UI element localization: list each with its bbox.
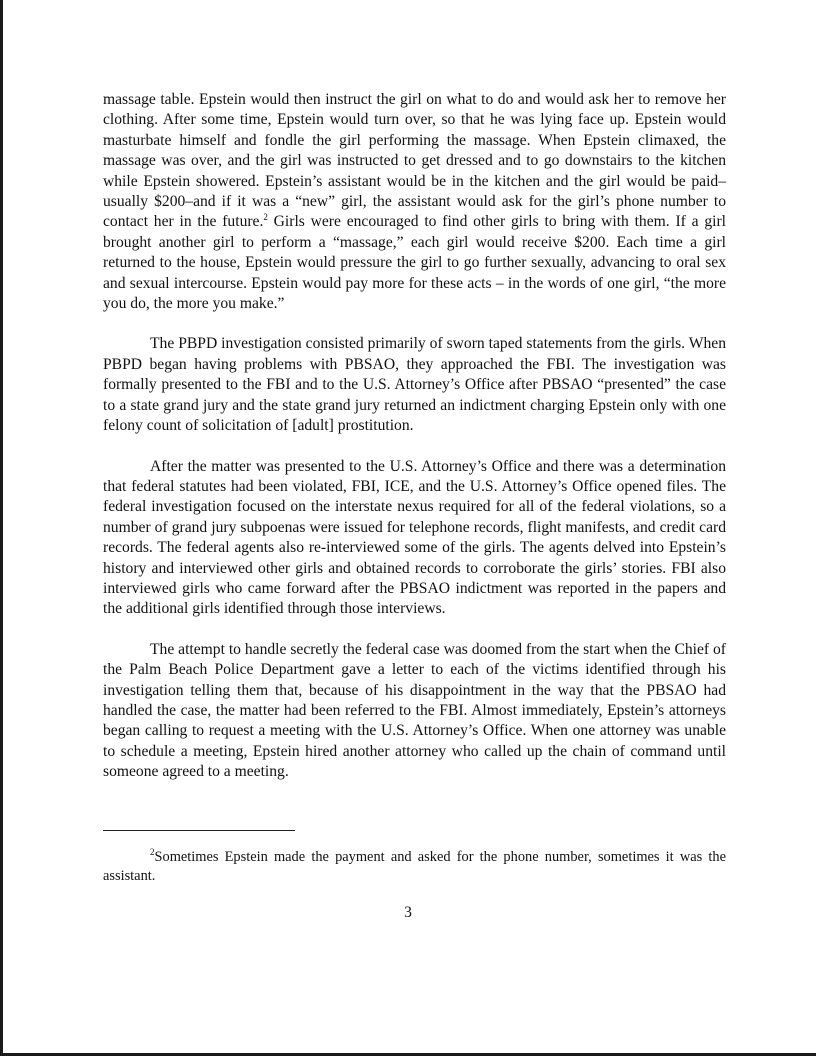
paragraph-4: The attempt to handle secretly the federal case was doomed from the start when the Chief of the Palm Beach Police Department gave a letter to each of the victims identified through his investigation telling them that, because of his disappointment in the way that the PBSAO had handled the case, the matter had been referred to the FBI. Almost immediately, Epstein’s attorneys began calling to request a meeting with the U.S. Attorney’s Office. When one attorney was unable to schedule a meeting, Epstein hired another attorney who called up the chain of command until someone agreed to a meeting. (103, 640, 726, 781)
paragraph-1 (103, 90, 726, 314)
footnote-divider (103, 830, 295, 831)
footnote-text: Sometimes Epstein made the payment and asked for the phone number, sometimes it was the assistant. (103, 849, 726, 884)
scan-edge-left (0, 0, 3, 1056)
footnote (103, 848, 726, 886)
paragraph-2: The PBPD investigation consisted primarily of sworn taped statements from the girls. When PBPD began having problems with PBSAO, they approached the FBI. The investigation was formally presented to the FBI and to the U.S. Attorney’s Office after PBSAO “presented” the case to a state grand jury and the state grand jury returned an indictment charging Epstein only with one felony count of solicitation of [adult] prostitution. (103, 335, 726, 435)
paragraph-1-text: massage table. Epstein would then instruct the girl on what to do and would ask her to remove her clothing. After some time, Epstein would turn over, so that he was lying face up. Epstein would masturbate himself and fondle the girl performing the massage. When Epstein climaxed, the massage was over, and the girl was instructed to get dressed and to go downstairs to the kitchen while Epstein showered. Epstein’s assistant would be in the kitchen and the girl would be paid–usually $200–and if it was a “new” girl, the assistant would ask for the girl’s phone number to contact her in the future. (103, 91, 726, 231)
footnote-marker: 2 (150, 847, 155, 858)
paragraph-1-text-continued: Girls were encouraged to find other girls to bring with them. If a girl brought another girl to perform a “massage,” each girl would receive $200. Each time a girl returned to the house, Epstein would pressure the girl to go further sexually, advancing to oral sex and sexual intercourse. Epstein would pay more for these acts – in the words of one girl, “the more you do, the more you make.” (103, 213, 726, 313)
footnote-reference: 2 (263, 212, 268, 223)
page-number: 3 (404, 904, 412, 921)
paragraph-3: After the matter was presented to the U.S. Attorney’s Office and there was a determination that federal statutes had been violated, FBI, ICE, and the U.S. Attorney’s Office opened files. The federal investigation focused on the interstate nexus required for all of the federal violations, so a number of grand jury subpoenas were issued for telephone records, flight manifests, and credit card records. The federal agents also re-interviewed some of the girls. The agents delved into Epstein’s history and interviewed other girls and obtained records to corroborate the girls’ stories. FBI also interviewed girls who came forward after the PBSAO indictment was reported in the papers and the additional girls identified through those interviews. (103, 457, 726, 618)
page-body (103, 90, 726, 803)
